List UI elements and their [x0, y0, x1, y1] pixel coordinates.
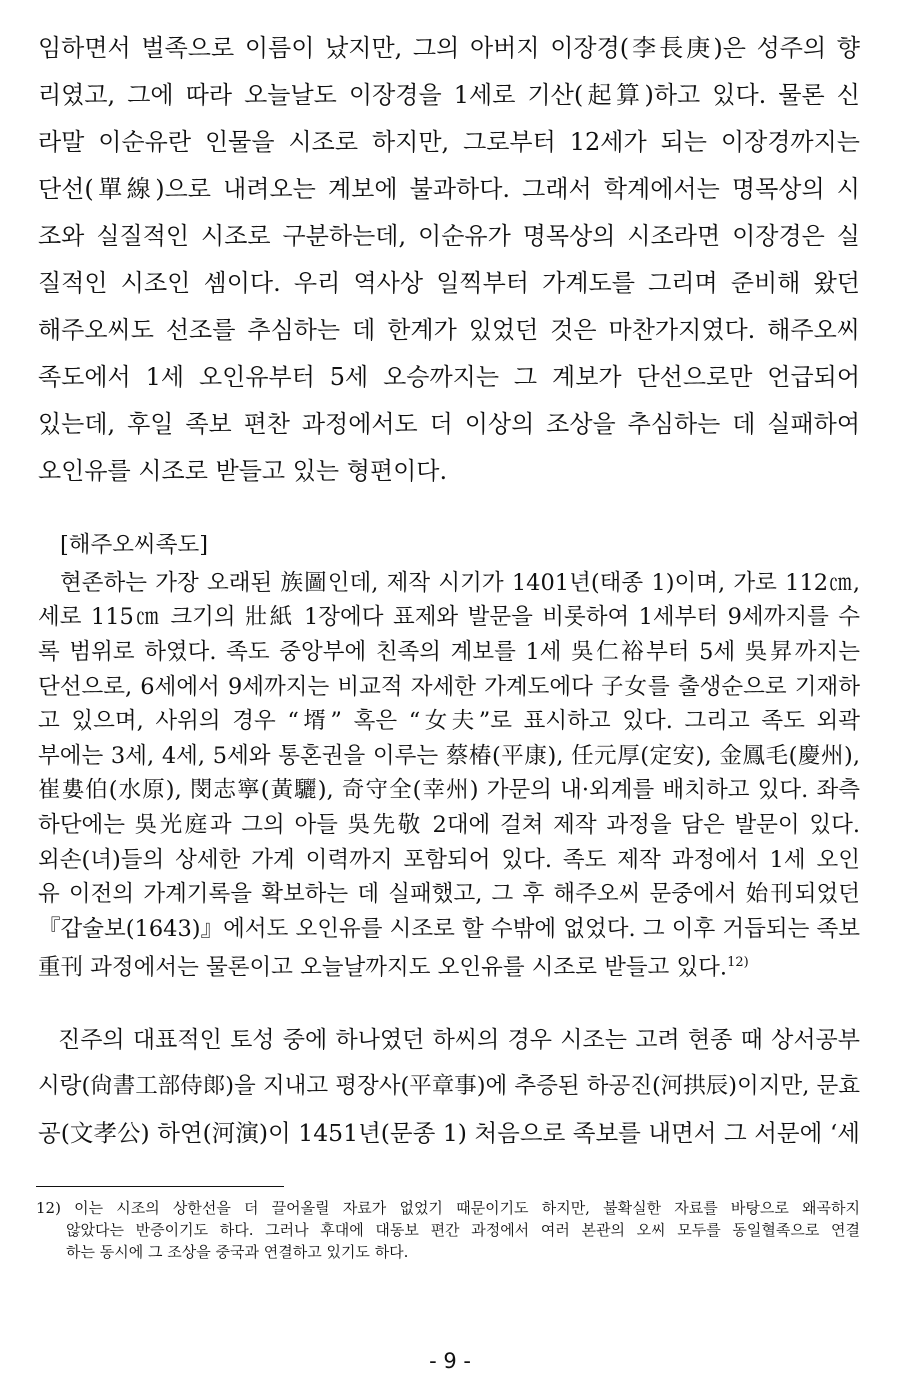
- footnote-line: 12) 이는 시조의 상한선을 더 끌어올릴 자료가 없었기 때문이기도 하지만, 불확실한 자료를 바탕으로 왜곡하지: [36, 1199, 860, 1217]
- footnote-line: 않았다는 반증이기도 하다. 그러나 후대에 대동보 편간 과정에서 여러 본관의 오씨 모두를 동일혈족으로 연결: [66, 1221, 860, 1239]
- text-line: 부에는 3세, 4세, 5세와 통혼권을 이루는 蔡椿(平康), 任元厚(定安), 金鳳毛(慶州),: [38, 743, 860, 769]
- footnote-reference: 12): [727, 955, 749, 970]
- footnote-divider: [36, 1186, 284, 1187]
- text-line-content: 重刊 과정에서는 물론이고 오늘날까지도 오인유를 시조로 받들고 있다.: [38, 954, 728, 981]
- text-line: 해주오씨도 선조를 추심하는 데 한계가 있었던 것은 마찬가지였다. 해주오씨: [38, 316, 860, 344]
- text-line: [38, 949, 860, 982]
- text-line: 리였고, 그에 따라 오늘날도 이장경을 1세로 기산(起算)하고 있다. 물론 신: [38, 81, 860, 109]
- text-line: 임하면서 벌족으로 이름이 났지만, 그의 아버지 이장경(李長庚)은 성주의 향: [38, 34, 860, 62]
- text-line: 외손(녀)들의 상세한 가계 이력까지 포함되어 있다. 족도 제작 과정에서 1세 오인: [38, 847, 860, 873]
- text-line: 공(文孝公) 하연(河演)이 1451년(문종 1) 처음으로 족보를 내면서 그 서문에 ‘세: [38, 1119, 860, 1147]
- text-line: 『갑술보(1643)』에서도 오인유를 시조로 할 수밖에 없었다. 그 이후 거듭되는 족보: [38, 916, 860, 942]
- text-line: 유 이전의 가계기록을 확보하는 데 실패했고, 그 후 해주오씨 문중에서 始刊되었던: [38, 881, 860, 907]
- text-line: 록 범위로 하였다. 족도 중앙부에 친족의 계보를 1세 吳仁裕부터 5세 吳昇까지는: [38, 639, 860, 665]
- text-line: 고 있으며, 사위의 경우 “壻” 혹은 “女夫”로 표시하고 있다. 그리고 족도 외곽: [38, 708, 860, 734]
- text-line: 조와 실질적인 시조로 구분하는데, 이순유가 명목상의 시조라면 이장경은 실: [38, 222, 860, 250]
- text-line: 단선(單線)으로 내려오는 계보에 불과하다. 그래서 학계에서는 명목상의 시: [38, 175, 860, 203]
- page-number: - 9 -: [429, 1349, 471, 1373]
- text-line: 라말 이순유란 인물을 시조로 하지만, 그로부터 12세가 되는 이장경까지는: [38, 128, 860, 156]
- text-line: 오인유를 시조로 받들고 있는 형편이다.: [38, 457, 448, 485]
- text-line: 세로 115㎝ 크기의 壯紙 1장에다 표제와 발문을 비롯하여 1세부터 9세까지를 수: [38, 604, 860, 630]
- text-line: 崔婁伯(水原), 閔志寧(黃驪), 奇守全(幸州) 가문의 내·외계를 배치하고 있다. 좌측: [38, 777, 860, 803]
- text-line: 시랑(尙書工部侍郞)을 지내고 평장사(平章事)에 추증된 하공진(河拱辰)이지만, 문효: [38, 1073, 861, 1099]
- text-line: 단선으로, 6세에서 9세까지는 비교적 자세한 가계도에다 子女를 출생순으로 기재하: [38, 674, 860, 700]
- text-line: 있는데, 후일 족보 편찬 과정에서도 더 이상의 조상을 추심하는 데 실패하여: [38, 410, 860, 438]
- text-line: 족도에서 1세 오인유부터 5세 오승까지는 그 계보가 단선으로만 언급되어: [38, 363, 860, 391]
- footnote-line: 하는 동시에 그 조상을 중국과 연결하고 있기도 하다.: [66, 1243, 409, 1261]
- text-line: 진주의 대표적인 토성 중에 하나였던 하씨의 경우 시조는 고려 현종 때 상서공부: [58, 1027, 860, 1053]
- text-line: 현존하는 가장 오래된 族圖인데, 제작 시기가 1401년(태종 1)이며, 가로 112㎝,: [60, 570, 860, 596]
- text-line: 질적인 시조인 셈이다. 우리 역사상 일찍부터 가계도를 그리며 준비해 왔던: [38, 269, 860, 297]
- section-heading: [해주오씨족도]: [60, 532, 208, 558]
- text-line: 하단에는 吳光庭과 그의 아들 吳先敬 2대에 걸쳐 제작 과정을 담은 발문이 있다.: [38, 812, 860, 838]
